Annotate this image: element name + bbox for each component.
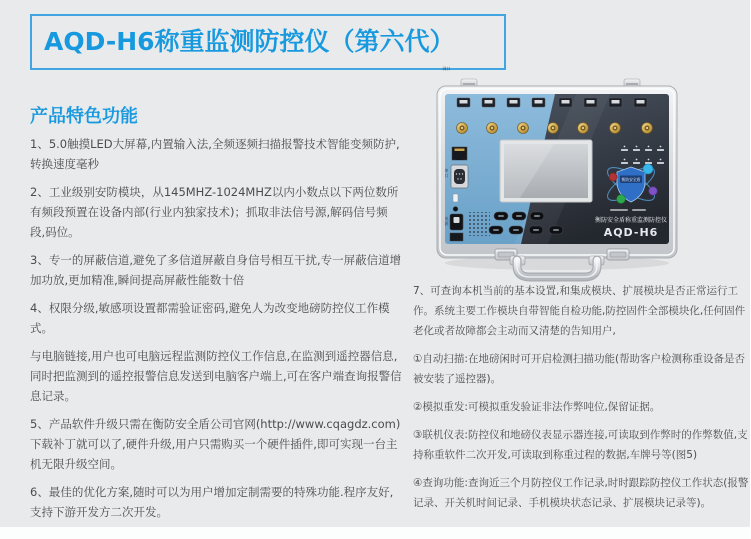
serial-port-label: 串口 — [444, 168, 449, 178]
bottom-strip — [0, 527, 750, 539]
feature-item-4: 4、权限分级,敏感项设置都需验证密码,避免人为改变地磅防控仪工作模式。 — [30, 301, 390, 335]
audio-jack — [453, 207, 458, 212]
power-switch-label: 电源 — [444, 216, 449, 226]
feature-item-5: 5、产品软件升级只需在衡防安全盾公司官网(http://www.cqagdz.com)下载补丁就可以了,硬件升级,用户只需购买一个硬件插件,即可实现一台主机无限升级空间。 — [30, 417, 401, 471]
feature-item-7: 7、可查询本机当前的基本设置,和集成模块、扩展模块是否正常运行工作。系统主要工作模块自带智能自检功能,防控固件全部模块化,任何固件老化或者故障都会主动而又清楚的告知用户, — [413, 285, 746, 337]
page-title: AQD-H6称重监测防控仪（第六代） — [44, 27, 455, 56]
logo-text: 衡防安全盾 — [621, 177, 641, 182]
sim-slot — [453, 194, 458, 202]
brand-line: 衡防安全盾称重监测防控仪 — [594, 217, 668, 224]
case-latch — [607, 249, 629, 260]
feature-subitem-2: ②模拟重发:可模拟重发验证非法作弊吨位,保留证据。 — [413, 401, 661, 413]
logo-dot-purple — [649, 187, 657, 195]
model-label: AQD-H6 — [603, 226, 659, 239]
logo-dot-red — [609, 173, 617, 181]
product-photo — [424, 66, 686, 288]
section-heading: 产品特色功能 — [30, 106, 138, 127]
logo-dot-cyan — [643, 164, 653, 174]
aux-port — [450, 233, 463, 241]
feature-item-6: 6、最佳的优化方案,随时可以为用户增加定制需要的特殊功能.程序友好,支持下游开发方二次开发。 — [30, 485, 394, 519]
device-screen — [500, 140, 592, 202]
features-column-left — [30, 134, 402, 530]
feature-subitem-3: ③联机仪表:防控仪和地磅仪表显示器连接,可读取到作弊时的作弊数值,支持称重软件二次开发,可读取到称重过程的数据,车牌号等(图5) — [413, 429, 748, 461]
speaker-grille — [468, 212, 490, 236]
feature-item-3: 3、专一的屏蔽信道,避免了多信道屏蔽自身信号相互干扰,专一屏蔽信道增加功放,更加精准,瞬间提高屏蔽性能数十倍 — [30, 253, 402, 287]
feature-subitem-4: ④查询功能:查询近三个月防控仪工作记录,时时跟踪防控仪工作状态(报警记录、开关机时间记录、手机模块状态记录、扩展模块记录等)。 — [413, 477, 749, 509]
feature-item-1: 1、5.0触摸LED大屏幕,内置输入法,全频逐频扫描报警技术智能变频防护,转换速度毫秒 — [30, 137, 400, 171]
feature-subitem-1: ①自动扫描:在地磅闲时可开启检测扫描功能(帮助客户检测称重设备是否被安装了遥控器)。 — [413, 353, 746, 385]
ethernet-port-label: 网口 — [442, 66, 451, 71]
logo-dot-green — [617, 195, 626, 204]
feature-item-4-note: 与电脑链接,用户也可电脑远程监测防控仪工作信息,在监测到遥控器信息,同时把监测到的遥控报警信息发送到电脑客户端上,可在客户端查询报警信息记录。 — [30, 349, 402, 403]
feature-item-2: 2、工业级别安防模块，从145MHZ-1024MHZ以内小数点以下两位数所有频段预置在设备内部(行业内独家技术)；抓取非法信号源,解码信号频段,码位。 — [30, 185, 399, 239]
features-column-right — [413, 281, 751, 521]
